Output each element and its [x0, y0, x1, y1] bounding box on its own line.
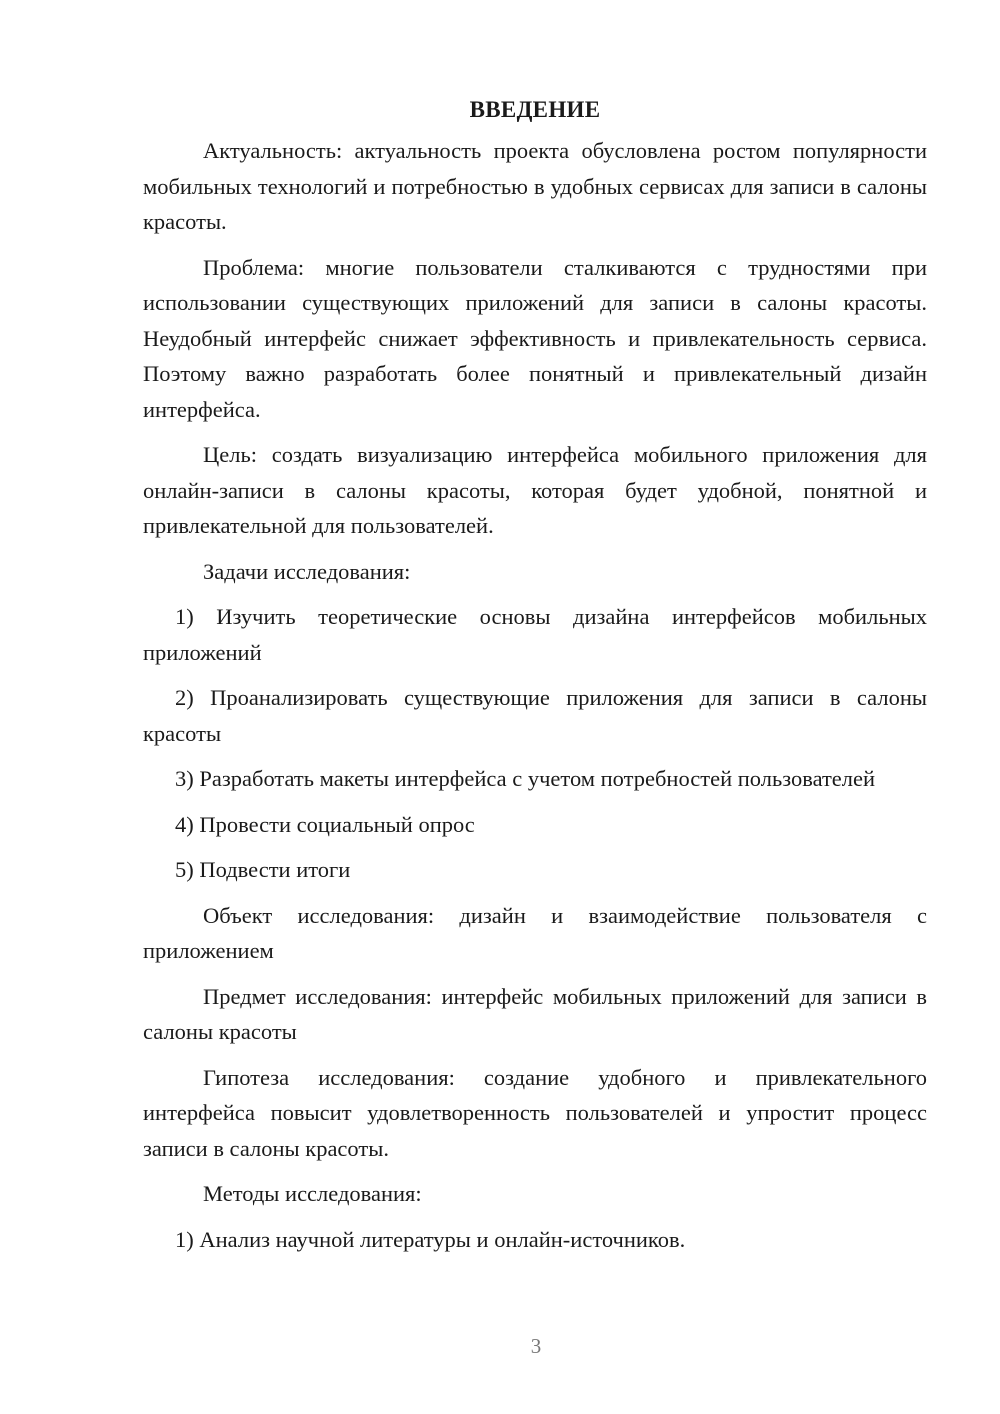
goal-paragraph: Цель: создать визуализацию интерфейса мобильного приложения для онлайн-записи в салоны красоты, которая будет удобной, понятной и привлекательной для пользователей.: [143, 442, 927, 538]
task-item-1: 1) Изучить теоретические основы дизайна интерфейсов мобильных приложений: [143, 604, 927, 665]
methods-heading: Методы исследования:: [203, 1181, 422, 1206]
object-paragraph: Объект исследования: дизайн и взаимодействие пользователя с приложением: [143, 902, 927, 963]
task-item-3: 3) Разработать макеты интерфейса с учетом потребностей пользователей: [175, 766, 876, 791]
subject-paragraph: Предмет исследования: интерфейс мобильных приложений для записи в салоны красоты: [143, 983, 927, 1044]
relevance-paragraph: Актуальность: актуальность проекта обусловлена ростом популярности мобильных технологий и потребностью в удобных сервисах для записи в салоны красоты.: [143, 138, 927, 234]
hypothesis-paragraph: Гипотеза исследования: создание удобного и привлекательного интерфейса повысит удовлетворенность пользователей и упростит процесс записи в салоны красоты.: [143, 1064, 927, 1161]
task-item-5: 5) Подвести итоги: [175, 857, 351, 882]
task-item-4: 4) Провести социальный опрос: [175, 811, 475, 837]
tasks-heading: Задачи исследования:: [203, 558, 411, 584]
task-item-2: 2) Проанализировать существующие приложения для записи в салоны красоты: [143, 685, 927, 746]
method-item-1: 1) Анализ научной литературы и онлайн-источников.: [175, 1226, 686, 1252]
section-title: ВВЕДЕНИЕ: [469, 97, 601, 122]
page-number: 3: [530, 1334, 542, 1358]
document-page: [143, 92, 927, 1267]
problem-paragraph: Проблема: многие пользователи сталкиваются с трудностями при использовании существующих приложений для записи в салоны красоты. Неудобный интерфейс снижает эффективность и привлекательность сервиса. Поэтому важно разработать более понятный и привлекательный дизайн интерфейса.: [143, 254, 927, 422]
